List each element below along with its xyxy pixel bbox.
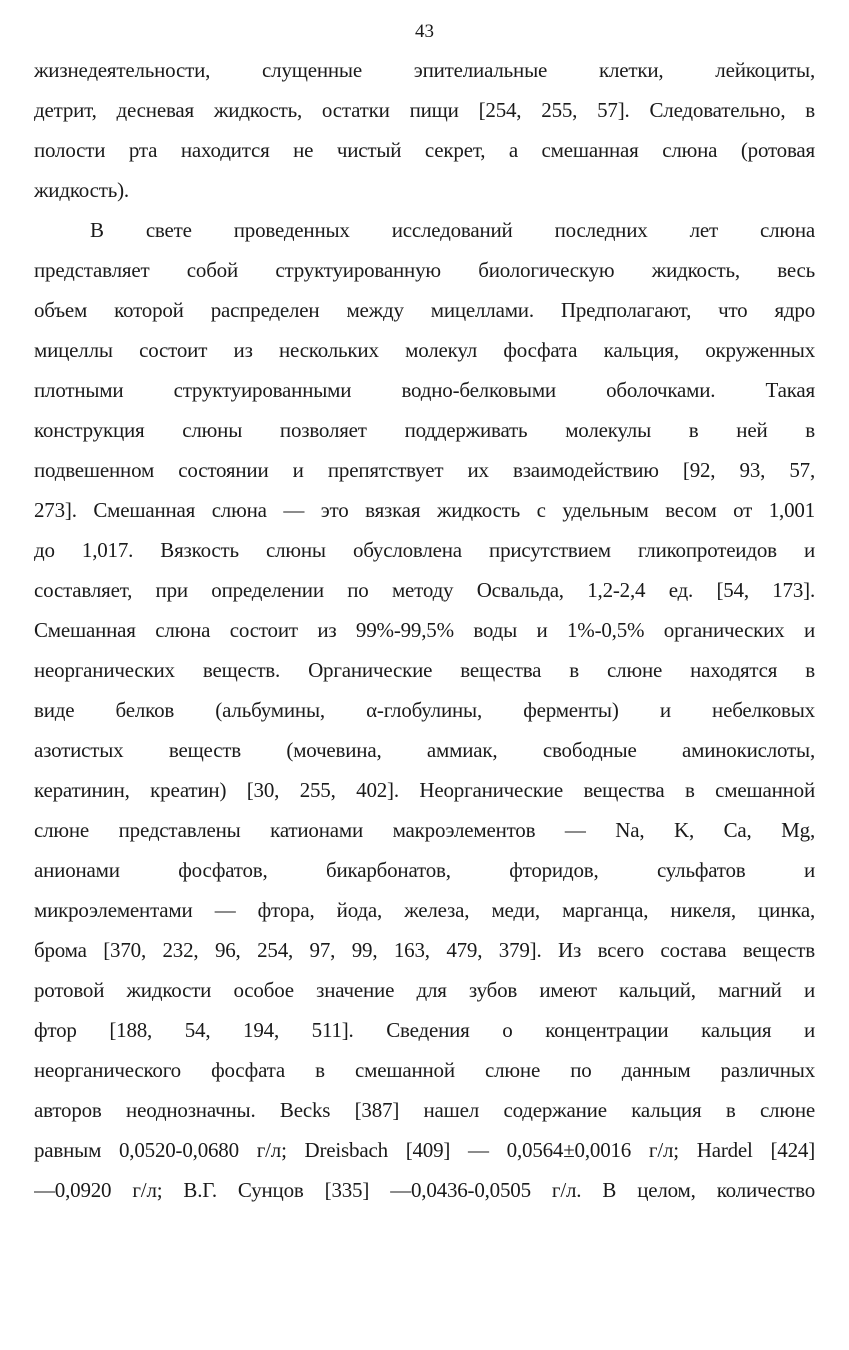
document-page: [34, 14, 815, 1210]
text-line: В свете проведенных исследований последних лет слюна: [90, 218, 815, 242]
text-line: полости рта находится не чистый секрет, а смешанная слюна (ротовая: [34, 138, 815, 162]
text-line: конструкция слюны позволяет поддерживать молекулы в ней в: [34, 418, 815, 442]
text-line: виде белков (альбумины, α-глобулины, ферменты) и небелковых: [34, 698, 815, 722]
text-line: брома [370, 232, 96, 254, 97, 99, 163, 479, 379]. Из всего состава веществ: [34, 938, 815, 962]
text-line: жидкость).: [34, 178, 129, 202]
text-line: подвешенном состоянии и препятствует их взаимодействию [92, 93, 57,: [34, 458, 815, 482]
text-line: ротовой жидкости особое значение для зубов имеют кальций, магний и: [34, 978, 815, 1002]
text-line: мицеллы состоит из нескольких молекул фосфата кальция, окруженных: [34, 338, 815, 362]
text-line: жизнедеятельности, слущенные эпителиальные клетки, лейкоциты,: [34, 58, 815, 82]
text-line: кератинин, креатин) [30, 255, 402]. Неорганические вещества в смешанной: [34, 778, 815, 802]
text-line: Смешанная слюна состоит из 99%-99,5% воды и 1%-0,5% органических и: [34, 618, 815, 642]
text-line: неорганических веществ. Органические вещества в слюне находятся в: [34, 658, 815, 682]
text-line: плотными структуированными водно-белковыми оболочками. Такая: [34, 378, 815, 402]
text-line: до 1,017. Вязкость слюны обусловлена присутствием гликопротеидов и: [34, 538, 815, 562]
text-line: азотистых веществ (мочевина, аммиак, свободные аминокислоты,: [34, 738, 815, 762]
body-text: [34, 50, 815, 1210]
text-line: объем которой распределен между мицеллами. Предполагают, что ядро: [34, 298, 815, 322]
text-line: микроэлементами — фтора, йода, железа, меди, марганца, никеля, цинка,: [34, 898, 815, 922]
text-line: представляет собой структуированную биологическую жидкость, весь: [34, 258, 815, 282]
text-line: составляет, при определении по методу Освальда, 1,2-2,4 ед. [54, 173].: [34, 578, 815, 602]
text-line: анионами фосфатов, бикарбонатов, фторидов, сульфатов и: [34, 858, 815, 882]
text-line: фтор [188, 54, 194, 511]. Сведения о концентрации кальция и: [34, 1018, 815, 1042]
text-line: равным 0,0520-0,0680 г/л; Dreisbach [409] — 0,0564±0,0016 г/л; Hardel [424]: [34, 1138, 815, 1162]
text-line: детрит, десневая жидкость, остатки пищи [254, 255, 57]. Следовательно, в: [34, 98, 815, 122]
page-number: 43: [415, 21, 434, 42]
text-line: —0,0920 г/л; В.Г. Сунцов [335] —0,0436-0,0505 г/л. В целом, количество: [34, 1178, 815, 1202]
text-line: 273]. Смешанная слюна — это вязкая жидкость с удельным весом от 1,001: [34, 498, 815, 522]
text-line: слюне представлены катионами макроэлементов — Na, K, Ca, Mg,: [34, 818, 815, 842]
text-line: авторов неоднозначны. Becks [387] нашел содержание кальция в слюне: [34, 1098, 815, 1122]
text-line: неорганического фосфата в смешанной слюне по данным различных: [34, 1058, 815, 1082]
